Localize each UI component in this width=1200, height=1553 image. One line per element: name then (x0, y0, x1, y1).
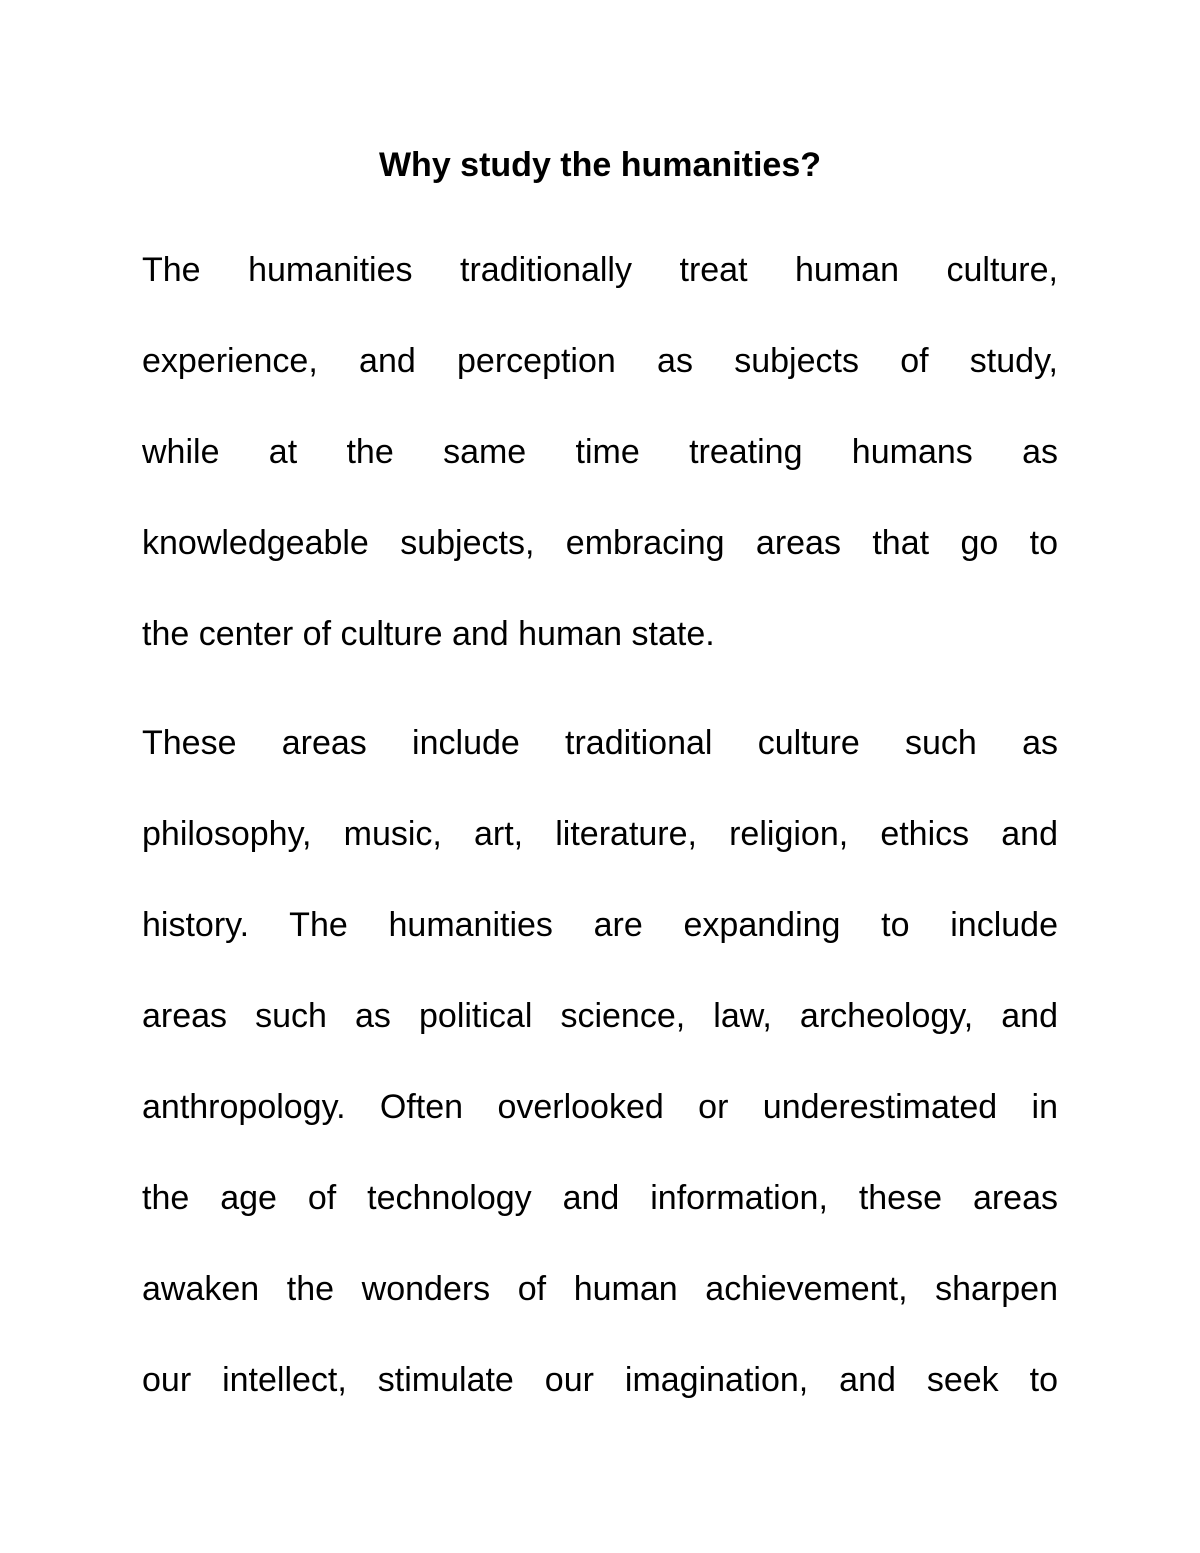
paragraph-line: areas such as political science, law, archeology, and (142, 997, 1058, 1035)
paragraph-line: philosophy, music, art, literature, religion, ethics and (142, 815, 1058, 853)
paragraph-line: while at the same time treating humans as (142, 433, 1058, 471)
paragraph-line: knowledgeable subjects, embracing areas that go to (142, 524, 1058, 562)
document-title: Why study the humanities? (378, 146, 822, 184)
paragraph-line: history. The humanities are expanding to include (142, 906, 1058, 944)
paragraph-line: These areas include traditional culture such as (142, 724, 1058, 762)
paragraph-line: awaken the wonders of human achievement, sharpen (142, 1270, 1058, 1308)
paragraph-line: the center of culture and human state. (142, 615, 715, 653)
paragraph-line: experience, and perception as subjects of study, (142, 342, 1058, 380)
paragraph-2 (142, 718, 1058, 1446)
paragraph-line: anthropology. Often overlooked or underestimated in (142, 1088, 1058, 1126)
paragraph-1 (142, 245, 1058, 700)
paragraph-line: our intellect, stimulate our imagination, and seek to (142, 1361, 1058, 1399)
paragraph-line: the age of technology and information, these areas (142, 1179, 1058, 1217)
paragraph-line: The humanities traditionally treat human culture, (142, 251, 1058, 289)
